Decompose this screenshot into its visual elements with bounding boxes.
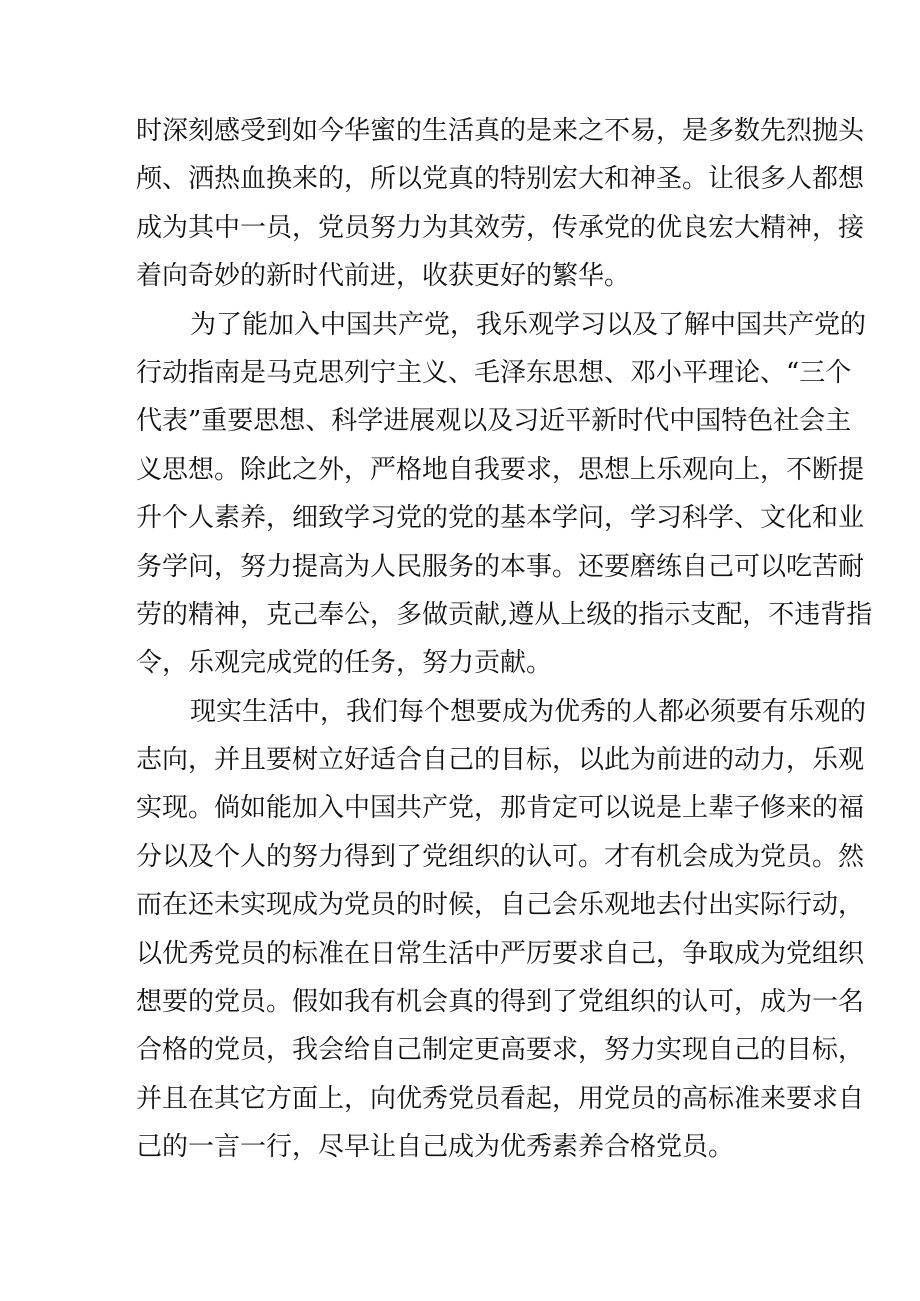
document-body — [136, 107, 873, 1172]
paragraph-line: 为了能加入中国共产党，我乐观学习以及了解中国共产党的 — [190, 309, 867, 340]
paragraph-2 — [136, 301, 873, 688]
paragraph-line: 行动指南是马克思列宁主义、毛泽东思想、邓小平理论、“三个 — [136, 357, 852, 388]
paragraph-3 — [136, 688, 867, 1172]
paragraph-line: 分以及个人的努力得到了党组织的认可。才有机会成为党员。然 — [136, 841, 865, 872]
paragraph-line: 升个人素养，细致学习党的党的基本学问，学习科学、文化和业 — [136, 503, 865, 534]
paragraph-line: 颅、洒热血换来的，所以党真的特别宏大和神圣。让很多人都想 — [136, 164, 865, 195]
paragraph-line: 令，乐观完成党的任务，努力贡献。 — [136, 648, 553, 679]
paragraph-line: 代表”重要思想、科学进展观以及习近平新时代中国特色社会主 — [136, 406, 852, 437]
paragraph-line: 想要的党员。假如我有机会真的得到了党组织的认可，成为一名 — [136, 987, 865, 1018]
paragraph-line: 合格的党员，我会给自己制定更高要求，努力实现自己的目标， — [136, 1035, 865, 1066]
paragraph-line: 志向，并且要树立好适合自己的目标，以此为前进的动力，乐观 — [136, 745, 865, 776]
paragraph-line: 成为其中一员，党员努力为其效劳，传承党的优良宏大精神，接 — [136, 212, 865, 243]
paragraph-line: 而在还未实现成为党员的时候，自己会乐观地去付出实际行动， — [136, 890, 865, 921]
paragraph-line: 劳的精神，克己奉公，多做贡献,遵从上级的指示支配，不违背指 — [136, 599, 873, 630]
paragraph-line: 时深刻感受到如今华蜜的生活真的是来之不易，是多数先烈抛头 — [136, 116, 865, 146]
paragraph-1 — [136, 107, 865, 301]
paragraph-line: 己的一言一行，尽早让自己成为优秀素养合格党员。 — [136, 1132, 735, 1163]
paragraph-line: 并且在其它方面上，向优秀党员看起，用党员的高标准来要求自 — [136, 1083, 865, 1114]
paragraph-line: 实现。倘如能加入中国共产党，那肯定可以说是上辈子修来的福 — [136, 793, 865, 824]
paragraph-line: 以优秀党员的标准在日常生活中严厉要求自己，争取成为党组织 — [136, 938, 865, 969]
paragraph-line: 务学问，努力提高为人民服务的本事。还要磨练自己可以吃苦耐 — [136, 551, 865, 582]
paragraph-line: 义思想。除此之外，严格地自我要求，思想上乐观向上，不断提 — [136, 454, 865, 485]
paragraph-line: 着向奇妙的新时代前进，收获更好的繁华。 — [136, 261, 631, 292]
paragraph-line: 现实生活中，我们每个想要成为优秀的人都必须要有乐观的 — [190, 696, 867, 727]
